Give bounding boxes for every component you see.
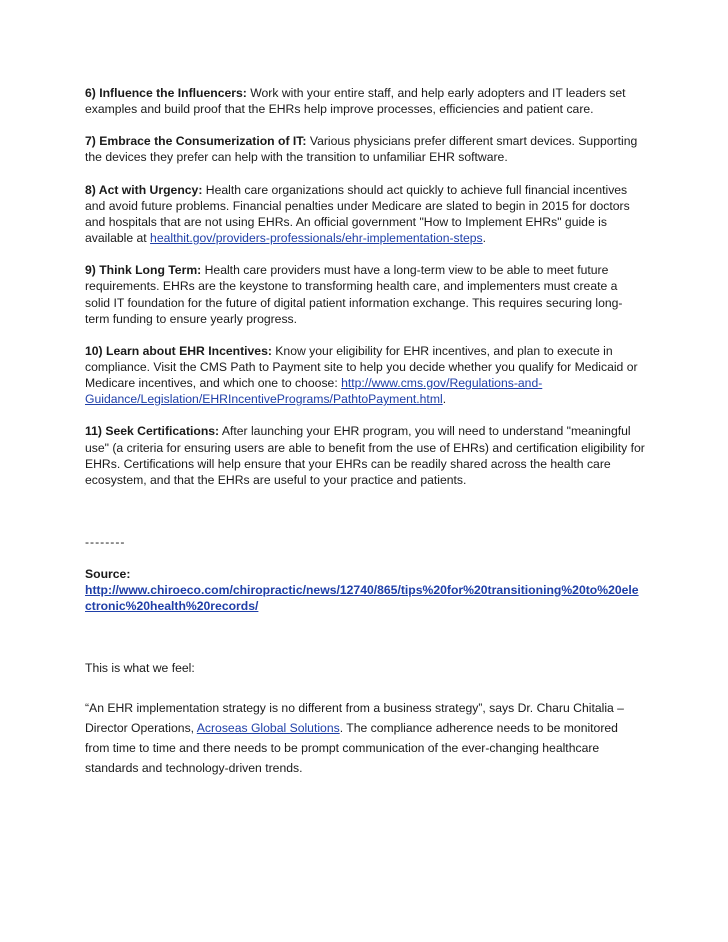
separator: --------	[85, 534, 126, 549]
tip-item-7	[85, 133, 645, 165]
tip-text: After launching your EHR program, you will need to understand "meaningful use" (a criteria for ensuring users are able to benefit from the use of EHRs) and certification eligibility for EHRs. Certifications will help ensure that your EHRs can be readily shared across the health care ecosystem, and that the EHRs are useful to your practice and patients.	[85, 424, 645, 487]
tip-heading: 8) Act with Urgency:	[85, 182, 203, 197]
tip-text: Know your eligibility for EHR incentives, and plan to execute in compliance. Visit the CMS Path to Payment site to help you decide whether you qualify for Medicaid or Medicare incentives, and which one to choose:	[85, 343, 638, 391]
source-link[interactable]: http://www.chiroeco.com/chiropractic/news/12740/865/tips%20for%20transitioning%20to%20electronic%20health%20records/	[85, 583, 639, 614]
acroseas-link[interactable]: Acroseas Global Solutions	[196, 721, 340, 736]
tip-text-end: .	[442, 392, 447, 407]
quote-paragraph	[85, 698, 645, 778]
document-page	[85, 85, 645, 794]
tip-text: Health care organizations should act quickly to achieve full financial incentives and avoid future problems. Financial penalties under Medicare are slated to begin in 2015 for doctors and hospitals that are not using EHRs. An official government "How to Implement EHRs" guide is available at	[85, 182, 630, 246]
tip-text-end: .	[482, 231, 487, 246]
tip-item-11	[85, 423, 645, 487]
tip-heading: 7) Embrace the Consumerization of IT:	[85, 134, 307, 149]
quote-text-end: . The compliance adherence needs to be monitored from time to time and there needs to be prompt communication of the ever-changing healthcare standards and technology-driven trends.	[85, 721, 618, 776]
feel-line: This is what we feel:	[85, 661, 195, 676]
tip-item-6	[85, 85, 645, 117]
tip-text: Health care providers must have a long-term view to be able to meet future requirements. EHRs are the keystone to transforming health care, and implementers must create a solid IT foundation for the future of digital patient information exchange. This requires securing long-term funding to ensure yearly progress.	[85, 263, 623, 326]
tip-heading: 6) Influence the Influencers:	[85, 86, 247, 100]
tip-text: Various physicians prefer different smart devices. Supporting the devices they prefer can help with the transition to unfamiliar EHR software.	[85, 134, 638, 165]
source-label: Source:	[85, 566, 131, 581]
tip-heading: 11) Seek Certifications:	[85, 424, 220, 439]
tip-item-10	[85, 343, 645, 407]
tip-heading: 10) Learn about EHR Incentives:	[85, 343, 272, 358]
tip-item-9	[85, 262, 645, 326]
source-block	[85, 566, 645, 614]
tip-text: Work with your entire staff, and help early adopters and IT leaders set examples and build proof that the EHRs help improve processes, efficiencies and patient care.	[85, 86, 626, 117]
cms-link[interactable]: http://www.cms.gov/Regulations-and-Guidance/Legislation/EHRIncentivePrograms/PathtoPayment.html	[85, 376, 543, 407]
tip-item-8	[85, 182, 645, 246]
tip-heading: 9) Think Long Term:	[85, 263, 202, 278]
quote-text: “An EHR implementation strategy is no different from a business strategy”, says Dr. Charu Chitalia – Director Operations,	[85, 701, 624, 736]
healthit-link[interactable]: healthit.gov/providers-professionals/ehr-implementation-steps	[150, 231, 483, 246]
